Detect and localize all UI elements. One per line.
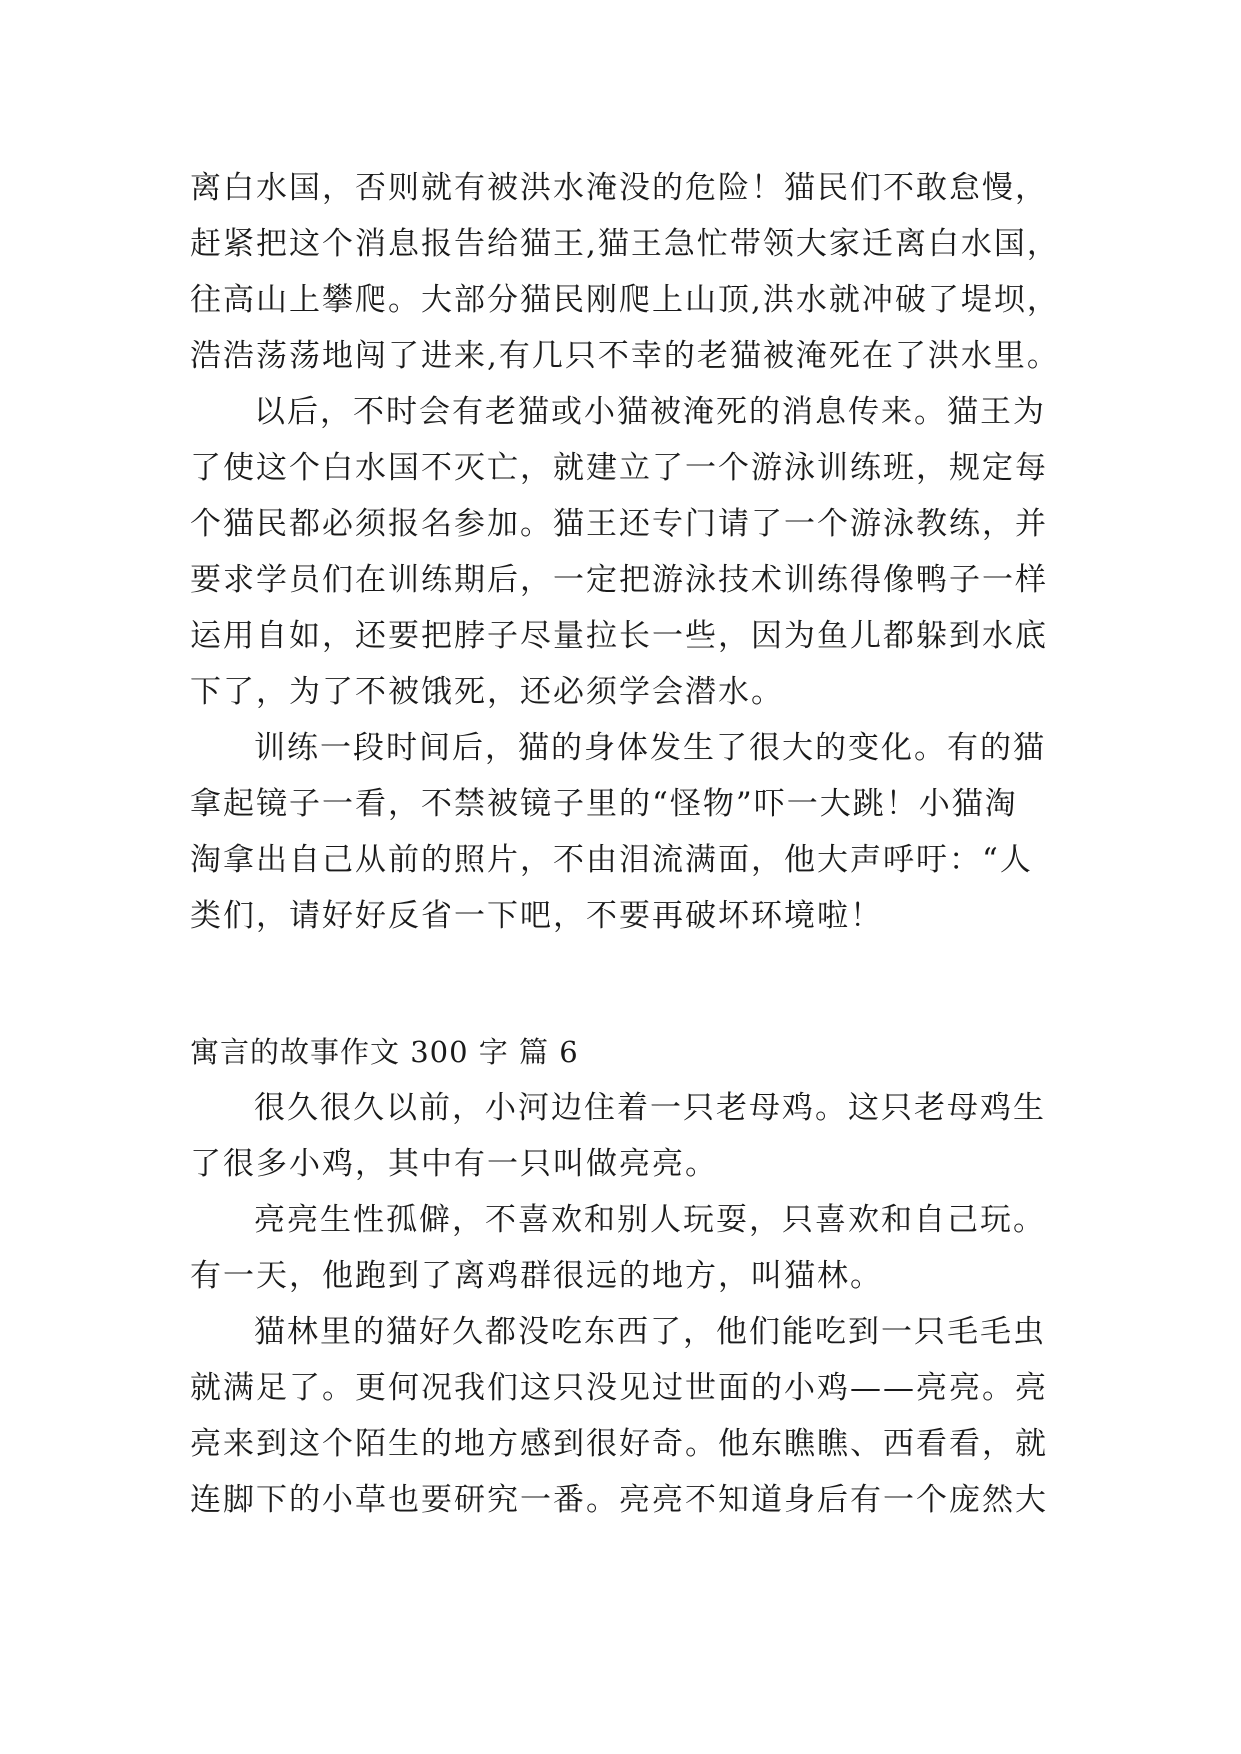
- paragraph-line: 赶紧把这个消息报告给猫王,猫王急忙带领大家迁离白水国，: [190, 226, 1060, 262]
- paragraph-line: 亮来到这个陌生的地方感到很好奇。他东瞧瞧、西看看，就: [190, 1426, 1048, 1462]
- paragraph-line: 连脚下的小草也要研究一番。亮亮不知道身后有一个庞然大: [190, 1482, 1048, 1518]
- paragraph-line: 淘拿出自己从前的照片，不由泪流满面，他大声呼吁：“人: [190, 842, 1033, 878]
- paragraph-line: 个猫民都必须报名参加。猫王还专门请了一个游泳教练，并: [190, 506, 1048, 542]
- paragraph-line: 离白水国，否则就有被洪水淹没的危险！猫民们不敢怠慢，: [190, 170, 1048, 206]
- paragraph-line: 运用自如，还要把脖子尽量拉长一些，因为鱼儿都躲到水底: [190, 618, 1048, 654]
- paragraph-line: 了使这个白水国不灭亡，就建立了一个游泳训练班，规定每: [190, 450, 1048, 486]
- paragraph-line: 以后，不时会有老猫或小猫被淹死的消息传来。猫王为: [254, 394, 1046, 430]
- paragraph-line: 猫林里的猫好久都没吃东西了，他们能吃到一只毛毛虫: [254, 1314, 1046, 1350]
- paragraph-line: 很久很久以前，小河边住着一只老母鸡。这只老母鸡生: [254, 1090, 1046, 1126]
- paragraph-line: 亮亮生性孤僻，不喜欢和别人玩耍，只喜欢和自己玩。: [254, 1202, 1046, 1238]
- paragraph-line: 就满足了。更何况我们这只没见过世面的小鸡——亮亮。亮: [190, 1370, 1048, 1406]
- paragraph-line: 训练一段时间后，猫的身体发生了很大的变化。有的猫: [254, 730, 1046, 766]
- paragraph-line: 下了，为了不被饿死，还必须学会潜水。: [190, 674, 784, 710]
- paragraph-line: 要求学员们在训练期后，一定把游泳技术训练得像鸭子一样: [190, 562, 1048, 598]
- paragraph-line: 类们，请好好反省一下吧，不要再破坏环境啦！: [190, 898, 883, 934]
- section-title: 寓言的故事作文 300 字 篇 6: [190, 1035, 579, 1069]
- paragraph-line: 拿起镜子一看，不禁被镜子里的“怪物”吓一大跳！小猫淘: [190, 786, 1018, 822]
- paragraph-line: 浩浩荡荡地闯了进来,有几只不幸的老猫被淹死在了洪水里。: [190, 338, 1060, 374]
- paragraph-line: 往高山上攀爬。大部分猫民刚爬上山顶,洪水就冲破了堤坝，: [190, 282, 1060, 318]
- paragraph-line: 有一天，他跑到了离鸡群很远的地方，叫猫林。: [190, 1258, 883, 1294]
- paragraph-line: 了很多小鸡，其中有一只叫做亮亮。: [190, 1146, 718, 1182]
